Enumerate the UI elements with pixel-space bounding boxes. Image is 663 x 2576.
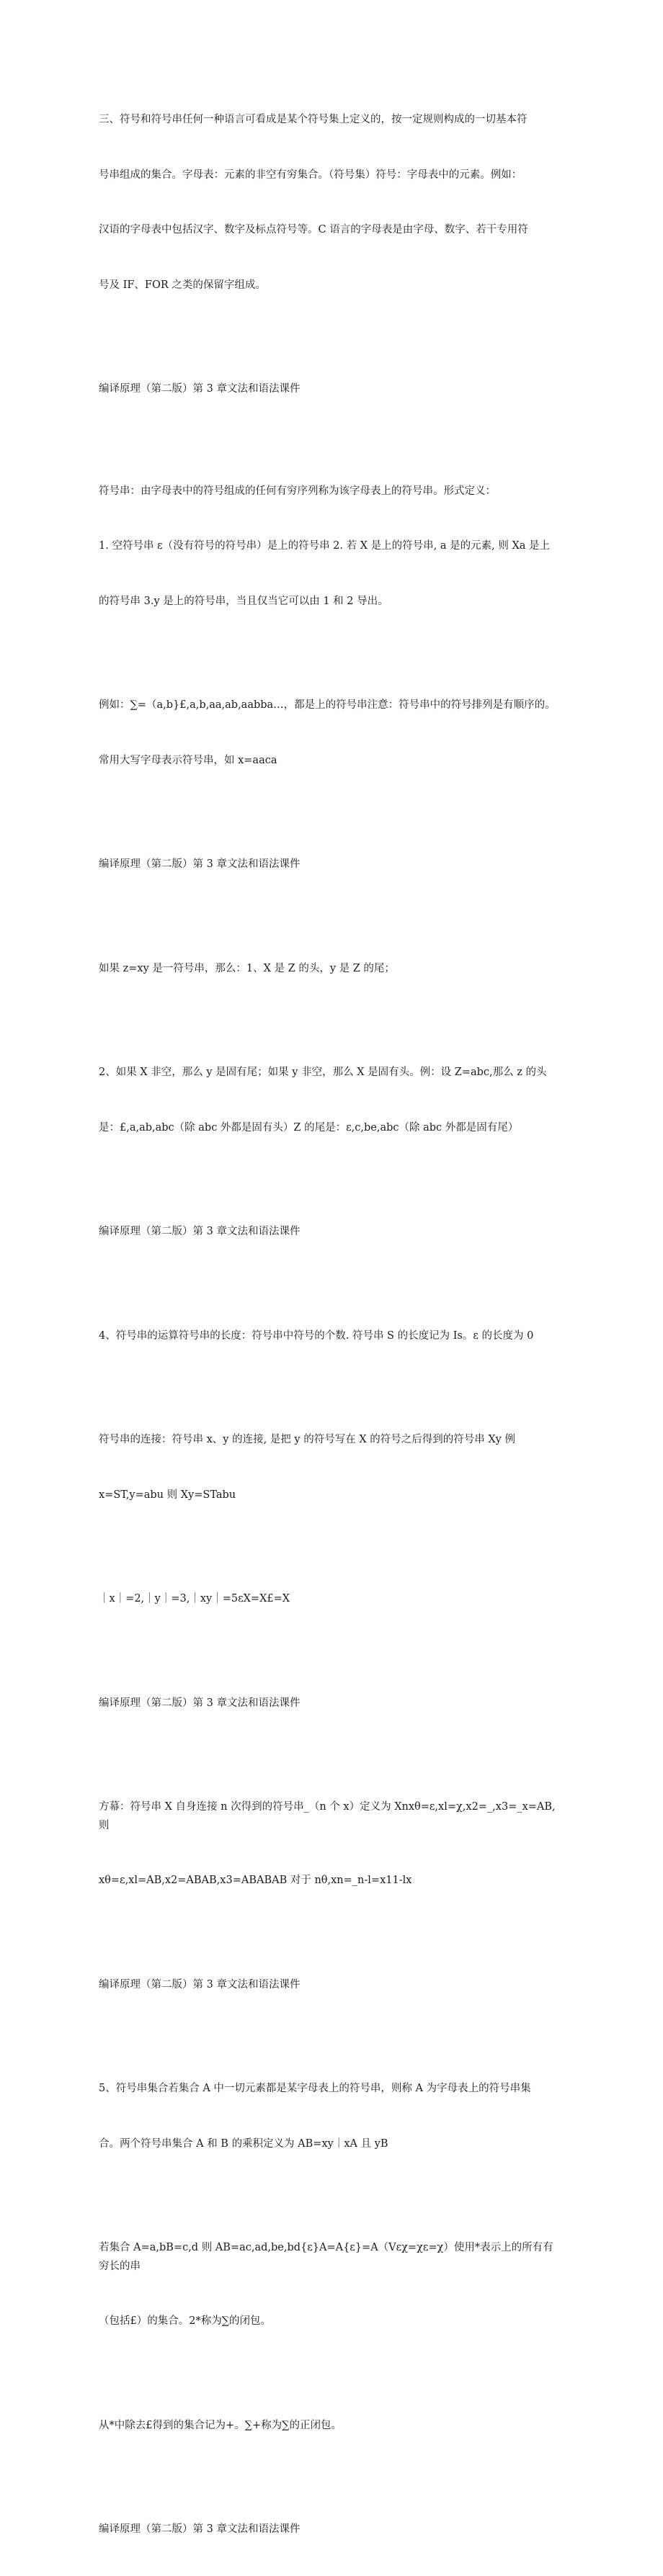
paragraph-course-title [99, 1658, 560, 1750]
text-line: 编译原理（第二版）第 3 章文法和语法课件 [99, 858, 301, 870]
text-line: 常用大写字母表示符号串，如 x=aaca [99, 754, 277, 766]
document-body [99, 74, 560, 2576]
paragraph-course-title [99, 344, 560, 436]
text-line: 例如：∑=（a,b}£,a,b,aa,ab,aabba…，都是上的符号串注意：符号串中的符号排列是有顺序的。 [99, 699, 556, 711]
text-line: 汉语的字母表中包括汉字、数字及标点符号等。C 语言的字母表是由字母、数字、若干专用符 [99, 224, 528, 235]
text-line: ｜x｜=2,｜y｜=3,｜xy｜=5εX=X£=X [99, 1593, 290, 1605]
text-line: 的符号串 3.y 是上的符号串，当且仅当它可以由 1 和 2 导出。 [99, 595, 388, 607]
paragraph-string-set [99, 2043, 560, 2190]
text-line: 4、符号串的运算符号串的长度：符号串中符号的个数. 符号串 S 的长度记为 Is。ε 的长度为 0 [99, 1329, 534, 1342]
text-line: xθ=ε,xl=AB,x2=ABAB,x3=ABABAB 对于 nθ,xn=_n-l=x11-lx [99, 1875, 412, 1886]
paragraph-concatenation [99, 1394, 560, 1541]
text-line: 合。两个符号串集合 A 和 B 的乘积定义为 AB=xy｜xA 且 yB [99, 2137, 388, 2150]
text-line: 编译原理（第二版）第 3 章文法和语法课件 [99, 1978, 301, 1991]
paragraph-power [99, 1762, 560, 1927]
text-line: （包括£）的集合。2*称为∑的闭包。 [99, 2315, 272, 2327]
paragraph-length-example [99, 1553, 560, 1646]
paragraph-head-tail [99, 923, 560, 1015]
text-line: 号及 IF、FOR 之类的保留字组成。 [99, 279, 266, 291]
text-line: 编译原理（第二版）第 3 章文法和语法课件 [99, 1226, 301, 1237]
text-line: 如果 z=xy 是一符号串，那么：1、X 是 Z 的头，y 是 Z 的尾； [99, 962, 395, 974]
paragraph-positive-closure [99, 2380, 560, 2472]
text-line: 符号串：由字母表中的符号组成的任何有穷序列称为该字母表上的符号串。形式定义： [99, 485, 496, 497]
paragraph-proper-head-tail [99, 1027, 560, 1174]
paragraph-closure [99, 2202, 560, 2368]
paragraph-string-definition [99, 446, 560, 648]
text-line: 5、符号串集合若集合 A 中一切元素都是某字母表上的符号串，则称 A 为字母表上的符号串集 [99, 2083, 531, 2094]
paragraph-course-title [99, 819, 560, 911]
text-line: 方幕：符号串 X 自身连接 n 次得到的符号串_（n 个 x）定义为 Xnxθ=ε,xl=χ,x2=_,x3=_x=AB,则 [99, 1801, 556, 1831]
paragraph-string-example [99, 660, 560, 807]
text-line: 编译原理（第二版）第 3 章文法和语法课件 [99, 2523, 301, 2535]
text-line: 是：£,a,ab,abc（除 abc 外都是固有头）Z 的尾是：ε,c,be,abc（除 abc 外都是固有尾） [99, 1121, 519, 1134]
paragraph-string-length [99, 1291, 560, 1383]
text-line: 1. 空符号串 ε（没有符号的符号串）是上的符号串 2. 若 X 是上的符号串, a 是的元素, 则 Xa 是上 [99, 540, 551, 552]
text-line: x=ST,y=abu 则 Xy=STabu [99, 1489, 236, 1501]
text-line: 若集合 A=a,bB=c,d 则 AB=ac,ad,be,bd{ε}A=A{ε}=A（Vεχ=χε=χ）使用*表示上的所有有穷长的串 [99, 2242, 553, 2272]
paragraph-course-title [99, 1186, 560, 1278]
text-line: 编译原理（第二版）第 3 章文法和语法课件 [99, 1697, 301, 1709]
paragraph-symbols-intro [99, 74, 560, 331]
text-line: 号串组成的集合。字母表：元素的非空有穷集合。（符号集）符号：字母表中的元素。例如： [99, 169, 522, 181]
text-line: 符号串的连接：符号串 x、y 的连接, 是把 y 的符号写在 X 的符号之后得到的符号串 Xy 例 [99, 1434, 515, 1445]
text-line: 三、符号和符号串任何一种语言可看成是某个符号集上定义的，按一定规则构成的一切基本符 [99, 114, 528, 125]
text-line: 编译原理（第二版）第 3 章文法和语法课件 [99, 383, 301, 395]
text-line: 从*中除去£得到的集合记为+。∑+称为∑的正闭包。 [99, 2419, 342, 2431]
paragraph-course-title [99, 2484, 560, 2576]
paragraph-course-title [99, 1939, 560, 2032]
text-line: 2、如果 X 非空，那么 y 是固有尾；如果 y 非空，那么 X 是固有头。例：设 Z=abc,那么 z 的头 [99, 1067, 547, 1078]
